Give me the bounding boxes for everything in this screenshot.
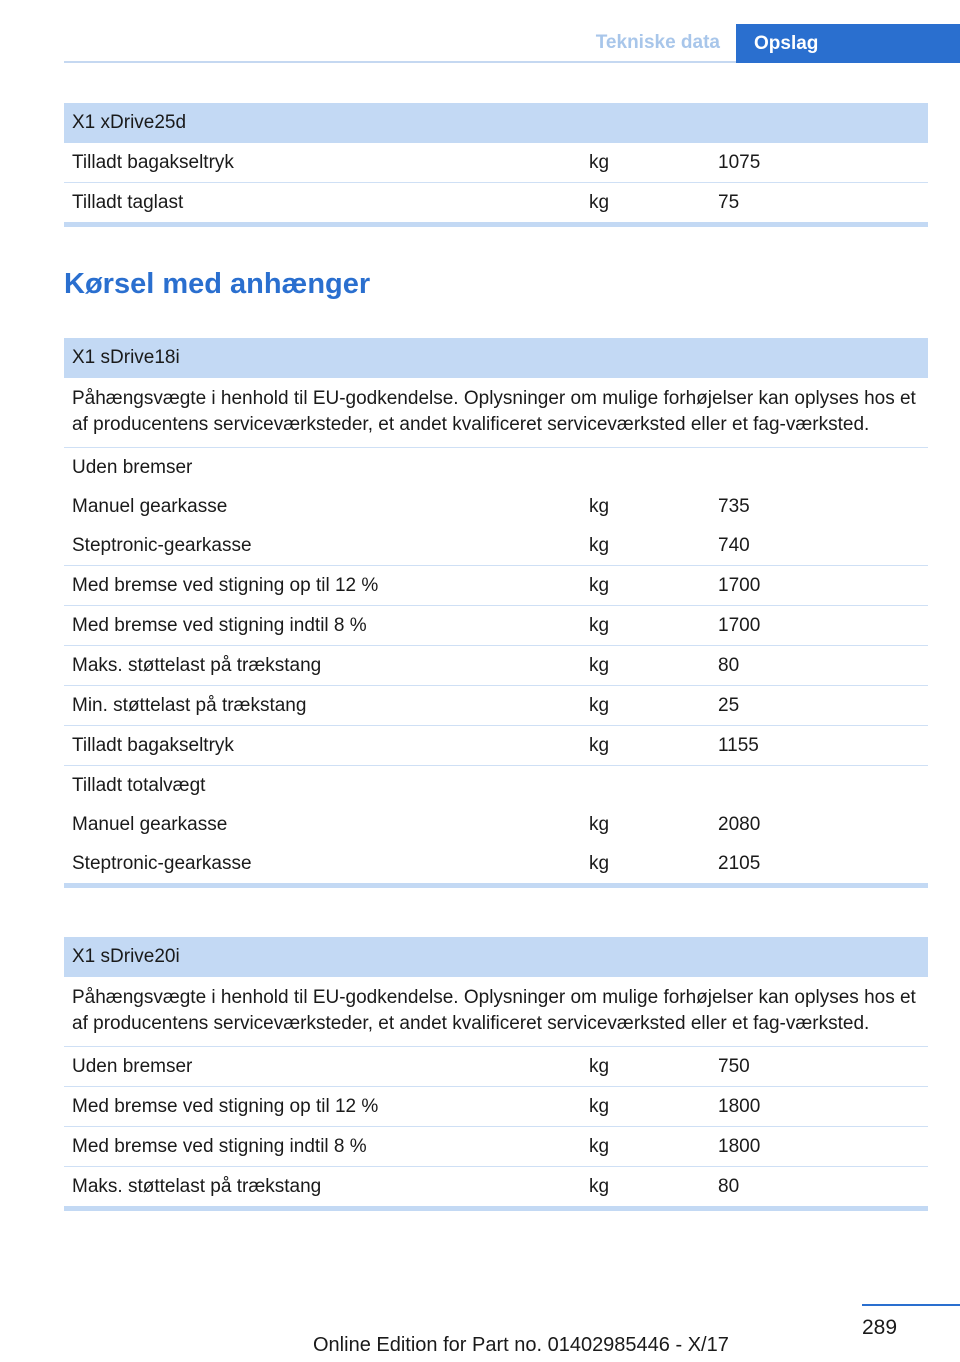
row-label: Med bremse ved stigning op til 12 % bbox=[72, 1096, 379, 1117]
table-row bbox=[64, 726, 928, 766]
row-label: Maks. støttelast på trækstang bbox=[72, 1176, 322, 1197]
spec-table-xdrive25d bbox=[64, 103, 928, 227]
table-row bbox=[64, 566, 928, 606]
row-unit: kg bbox=[589, 695, 610, 716]
row-value: 750 bbox=[718, 1056, 750, 1077]
table-title: X1 sDrive18i bbox=[64, 338, 928, 378]
row-label: Tilladt bagakseltryk bbox=[72, 152, 234, 173]
row-unit: kg bbox=[589, 575, 610, 596]
table-row bbox=[64, 1047, 928, 1087]
row-unit: kg bbox=[589, 1136, 610, 1157]
table-row bbox=[64, 686, 928, 726]
table-row bbox=[64, 526, 928, 566]
row-label: Manuel gearkasse bbox=[72, 814, 228, 835]
table-title: X1 sDrive20i bbox=[64, 937, 928, 977]
row-unit bbox=[583, 766, 718, 805]
table-row bbox=[64, 143, 928, 183]
row-value: 2105 bbox=[718, 853, 761, 874]
row-label: Med bremse ved stigning indtil 8 % bbox=[72, 615, 367, 636]
table-row bbox=[64, 448, 928, 487]
tab-opslag[interactable]: Opslag bbox=[736, 24, 960, 63]
row-value: 1155 bbox=[718, 735, 759, 756]
footer-edition-text: Online Edition for Part no. 01402985446 - X/17 bbox=[313, 1334, 729, 1356]
row-unit: kg bbox=[589, 1096, 610, 1117]
spec-table-sdrive18i bbox=[64, 338, 928, 888]
row-value: 1700 bbox=[718, 575, 761, 596]
row-unit: kg bbox=[589, 535, 610, 556]
footer-divider bbox=[862, 1304, 960, 1306]
row-value: 80 bbox=[718, 655, 740, 676]
row-unit: kg bbox=[589, 192, 610, 213]
row-value: 1800 bbox=[718, 1096, 761, 1117]
row-value: 740 bbox=[718, 535, 750, 556]
table-row bbox=[64, 1127, 928, 1167]
row-label: Tilladt taglast bbox=[72, 192, 184, 213]
row-unit: kg bbox=[589, 814, 610, 835]
row-label: Med bremse ved stigning indtil 8 % bbox=[72, 1136, 367, 1157]
row-value bbox=[718, 448, 928, 487]
row-value: 1700 bbox=[718, 615, 761, 636]
table-row bbox=[64, 1167, 928, 1206]
row-unit: kg bbox=[589, 853, 610, 874]
row-value bbox=[718, 766, 928, 805]
table-note: Påhængsvægte i henhold til EU-godkendelse. Oplysninger om mulige forhøjelser kan oplyses hos et af producentens serviceværksteder, et andet kvalificeret serviceværksted eller et fag-værksted. bbox=[64, 977, 928, 1047]
row-value: 25 bbox=[718, 695, 740, 716]
table-note: Påhængsvægte i henhold til EU-godkendelse. Oplysninger om mulige forhøjelser kan oplyses hos et af producentens serviceværksteder, et andet kvalificeret serviceværksted eller et fag-værksted. bbox=[64, 378, 928, 448]
row-unit: kg bbox=[589, 152, 610, 173]
row-label: Uden bremser bbox=[72, 457, 193, 478]
table-row bbox=[64, 487, 928, 526]
row-label: Steptronic-gearkasse bbox=[72, 853, 252, 874]
table-row bbox=[64, 805, 928, 844]
table-row bbox=[64, 606, 928, 646]
row-unit: kg bbox=[589, 1056, 610, 1077]
table-end-bar bbox=[64, 1206, 928, 1211]
row-unit: kg bbox=[589, 1176, 610, 1197]
table-row bbox=[64, 1087, 928, 1127]
row-label: Steptronic-gearkasse bbox=[72, 535, 252, 556]
row-label: Manuel gearkasse bbox=[72, 496, 228, 517]
row-value: 1075 bbox=[718, 152, 761, 173]
row-value: 1800 bbox=[718, 1136, 761, 1157]
row-label: Tilladt bagakseltryk bbox=[72, 735, 234, 756]
spec-table-sdrive20i bbox=[64, 937, 928, 1211]
row-unit: kg bbox=[589, 655, 610, 676]
row-label: Maks. støttelast på trækstang bbox=[72, 655, 322, 676]
table-row bbox=[64, 646, 928, 686]
table-title: X1 xDrive25d bbox=[64, 103, 928, 143]
row-label: Tilladt totalvægt bbox=[72, 775, 206, 796]
row-unit bbox=[583, 448, 718, 487]
row-label: Uden bremser bbox=[72, 1056, 193, 1077]
row-unit: kg bbox=[589, 615, 610, 636]
tab-tekniske-data[interactable]: Tekniske data bbox=[595, 32, 720, 53]
row-unit: kg bbox=[589, 735, 610, 756]
row-value: 2080 bbox=[718, 814, 761, 835]
table-row bbox=[64, 844, 928, 883]
row-label: Med bremse ved stigning op til 12 % bbox=[72, 575, 379, 596]
table-end-bar bbox=[64, 883, 928, 888]
row-value: 75 bbox=[718, 192, 740, 213]
section-title: Kørsel med anhænger bbox=[64, 268, 371, 300]
page-number: 289 bbox=[862, 1316, 898, 1339]
row-unit: kg bbox=[589, 496, 610, 517]
row-value: 735 bbox=[718, 496, 750, 517]
row-label: Min. støttelast på trækstang bbox=[72, 695, 307, 716]
row-value: 80 bbox=[718, 1176, 740, 1197]
table-end-bar bbox=[64, 222, 928, 227]
table-row bbox=[64, 766, 928, 805]
table-row bbox=[64, 183, 928, 222]
